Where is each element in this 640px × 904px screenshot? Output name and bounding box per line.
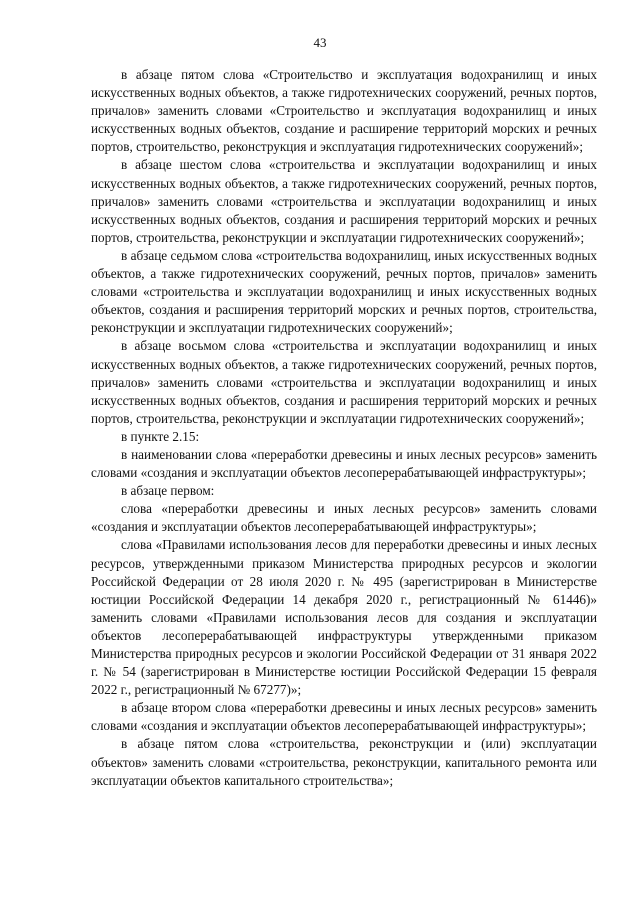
paragraph: в абзаце пятом слова «Строительство и эксплуатация водохранилищ и иных искусственных водных объектов, а также гидротехнических сооружений, речных портов, причалов» заменить словами «Строительство и эксплуатация водохранилищ и иных искусственных водных объектов, создание и расширение территорий морских и речных портов, строительство, реконструкция и эксплуатация гидротехнических сооружений»; [91,67,597,155]
document-body [91,66,597,790]
paragraph: в абзаце шестом слова «строительства и эксплуатации водохранилищ и иных искусственных водных объектов, а также гидротехнических сооружений, речных портов, причалов» заменить словами «строительства и эксплуатации водохранилищ и иных искусственных водных объектов, создания и расширения территорий морских и речных портов, строительства, реконструкции и эксплуатации гидротехнических сооружений»; [91,157,597,245]
paragraph: в наименовании слова «переработки древесины и иных лесных ресурсов» заменить словами «создания и эксплуатации объектов лесоперерабатывающей инфраструктуры»; [91,446,597,481]
paragraph: в пункте 2.15: [121,428,200,444]
paragraph: слова «переработки древесины и иных лесных ресурсов» заменить словами «создания и эксплуатации объектов лесоперерабатывающей инфраструктуры»; [91,501,597,535]
page-number: 43 [313,35,327,50]
paragraph: слова «Правилами использования лесов для переработки древесины и иных лесных ресурсов, утвержденными приказом Министерства природных ресурсов и экологии Российской Федерации от 28 июля 2020 г. № 495 (зарегистрирован в Министерстве юстиции Российской Федерации 14 декабря 2020 г., регистрационный № 61446)» заменить словами «Правилами использования лесов для создания и эксплуатации объектов лесоперерабатывающей инфраструктуры утвержденными приказом Министерства природных ресурсов и экологии Российской Федерации от 31 января 2022 г. № 54 (зарегистрирован в Министерстве юстиции Российской Федерации 15 февраля 2022 г., регистрационный № 67277)»; [91,537,597,698]
paragraph: в абзаце восьмом слова «строительства и эксплуатации водохранилищ и иных искусственных водных объектов, а также гидротехнических сооружений, речных портов, причалов» заменить словами «строительства и эксплуатации водохранилищ и иных искусственных водных объектов, создания и расширения территорий морских и речных портов, строительства, реконструкции и эксплуатации гидротехнических сооружений»; [91,338,597,426]
paragraph: в абзаце втором слова «переработки древесины и иных лесных ресурсов» заменить словами «создания и эксплуатации объектов лесоперерабатывающей инфраструктуры»; [91,700,597,734]
paragraph: в абзаце первом: [121,483,215,499]
paragraph: в абзаце пятом слова «строительства, реконструкции и (или) эксплуатации объектов» заменить словами «строительства, реконструкции, капитального ремонта или эксплуатации объектов капитального строительства»; [91,736,597,788]
paragraph: в абзаце седьмом слова «строительства водохранилищ, иных искусственных водных объектов, а также гидротехнических сооружений, речных портов, причалов» заменить словами «строительства и эксплуатации водохранилищ и иных искусственных водных объектов, создания и расширения территорий морских и речных портов, строительства, реконструкции и эксплуатации гидротехнических сооружений»; [91,247,597,336]
